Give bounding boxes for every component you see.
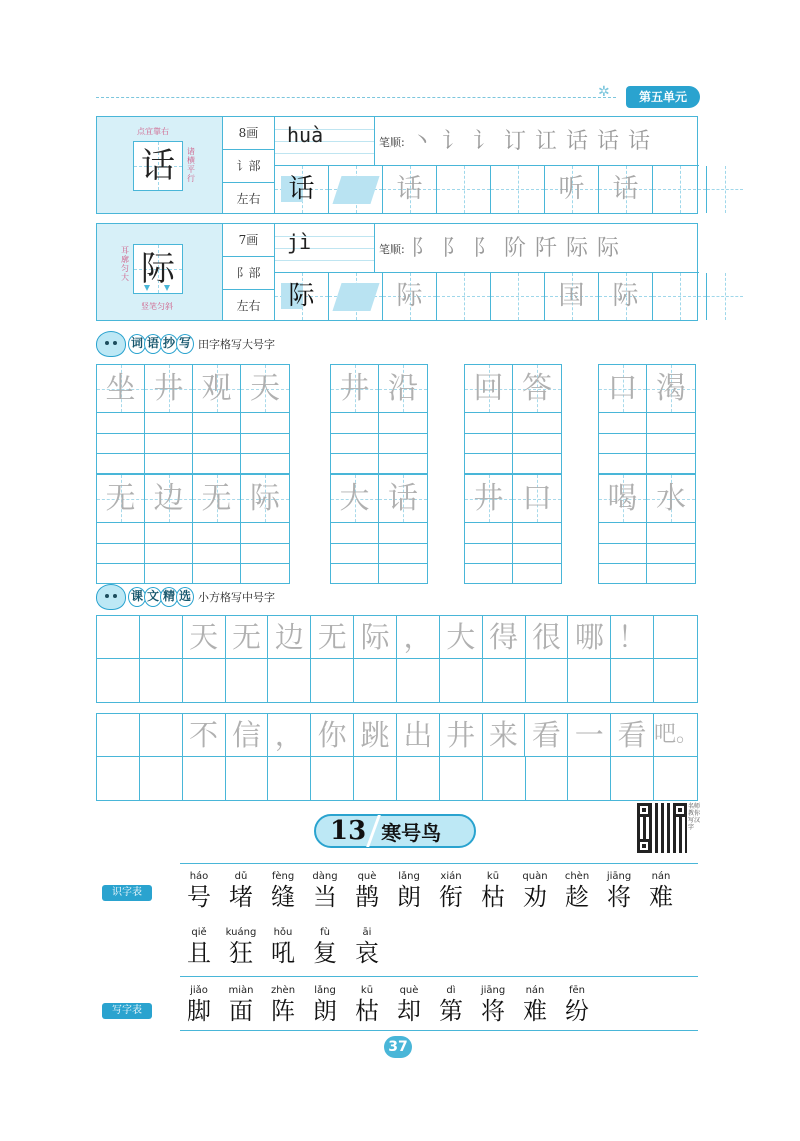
trace-cell[interactable]: 际: [275, 273, 329, 320]
pinyin-box: [275, 117, 375, 166]
passage-grid-1[interactable]: [96, 615, 698, 703]
trace-row: [275, 166, 743, 213]
lesson-name: 寒号鸟: [381, 820, 442, 845]
tip-bottom: 竖笔匀斜: [141, 302, 173, 311]
trace-cell[interactable]: 听: [545, 166, 599, 213]
word-grid[interactable]: 无 边 无 际: [96, 474, 290, 584]
unit-tab: 第五单元: [626, 86, 700, 108]
radical: 讠部: [223, 150, 275, 183]
passage-trace-row: 不 信 ， 你 跳 出 井 来 看 一 看 吧。: [97, 714, 697, 757]
section-subtitle: 小方格写中号字: [198, 591, 275, 604]
section-label: 词 语 抄 写: [128, 334, 192, 354]
char-card-ji: [96, 223, 698, 321]
tip-side: 诸横平行: [187, 147, 195, 183]
trace-cell[interactable]: [329, 273, 383, 320]
char-model-panel: [97, 224, 223, 320]
trace-cell[interactable]: [653, 273, 707, 320]
trace-cell[interactable]: 话: [275, 166, 329, 213]
header-divider: [96, 97, 616, 98]
trace-cell[interactable]: 际: [383, 273, 437, 320]
trace-cell[interactable]: [329, 166, 383, 213]
stroke-count: 7画: [223, 224, 275, 257]
trace-cell[interactable]: [437, 273, 491, 320]
word-grid[interactable]: 喝 水: [598, 474, 696, 584]
lesson-number: 13: [330, 816, 367, 846]
trace-cell[interactable]: [653, 166, 707, 213]
word-grid[interactable]: 坐 井 观 天: [96, 364, 290, 474]
pinyin-box: [275, 224, 375, 273]
tip-left: 耳廓匀大: [121, 246, 129, 282]
trace-cell[interactable]: 际: [599, 273, 653, 320]
passage-grid-2[interactable]: [96, 713, 698, 801]
model-char: 话: [141, 146, 175, 186]
model-char-box: [133, 141, 183, 191]
write-tag: 写字表: [102, 1003, 152, 1019]
table-rule: [180, 976, 698, 977]
char-model-panel: [97, 117, 223, 213]
section-label: 课 文 精 选: [128, 587, 192, 607]
model-char-box: [133, 244, 183, 294]
trace-cell[interactable]: [707, 273, 743, 320]
stroke-order: [375, 117, 699, 166]
arrow-icon: [164, 285, 170, 291]
stroke-order: [375, 224, 699, 273]
write-row: jiǎo 脚 miàn 面 zhèn 阵 lǎng 朗 kū 枯 què 却 dì 第 jiāng 将 nán 难 fēn 纷: [187, 985, 589, 1025]
tip-top: 点宜靠右: [137, 127, 169, 136]
pinyin: huà: [287, 123, 324, 147]
trace-cell[interactable]: [437, 166, 491, 213]
divider: [366, 815, 381, 847]
trace-cell[interactable]: 国: [545, 273, 599, 320]
structure: 左右: [223, 183, 275, 213]
recognize-row-1: háo 号 dǔ 堵 fèng 缝 dàng 当 què 鹊 lǎng 朗 xián 衔 kū 枯 quàn 劝 chèn 趁 jiāng 将 nán 难: [187, 871, 673, 911]
lesson-title: [314, 814, 476, 848]
arrow-icon: [144, 285, 150, 291]
qr-code-icon[interactable]: [637, 803, 687, 853]
pinyin: jì: [287, 230, 312, 254]
passage-write-row: [97, 757, 697, 800]
trace-cell[interactable]: 话: [599, 166, 653, 213]
stroke-order-sequence: 阝 阝 阝 阶 阡 际 际: [411, 236, 620, 261]
section-words-title: [96, 331, 275, 357]
trace-cell[interactable]: [491, 273, 545, 320]
star-icon: ✲: [598, 84, 610, 100]
table-rule: [180, 863, 698, 864]
panda-mascot-icon: [96, 584, 126, 610]
structure: 左右: [223, 290, 275, 320]
stroke-order-label: 笔顺:: [379, 243, 405, 256]
recognize-row-2: qiě 且 kuáng 狂 hǒu 吼 fù 复 āi 哀: [187, 927, 379, 967]
stroke-count: 8画: [223, 117, 275, 150]
passage-write-row: [97, 659, 697, 702]
page-number: 37: [384, 1036, 412, 1058]
section-subtitle: 田字格写大号字: [198, 338, 275, 351]
model-char: 际: [141, 249, 175, 289]
word-grid[interactable]: 井 口: [464, 474, 562, 584]
stroke-order-label: 笔顺:: [379, 136, 405, 149]
char-card-hua: [96, 116, 698, 214]
qr-caption: 名师教你写汉字: [688, 803, 701, 831]
stroke-order-sequence: 丶 讠 讠 订 讧 话 话 话: [411, 129, 651, 154]
passage-trace-row: 天 无 边 无 际 ， 大 得 很 哪 ！: [97, 616, 697, 659]
word-grid[interactable]: 大 话: [330, 474, 428, 584]
word-grid[interactable]: 回 答: [464, 364, 562, 474]
table-rule: [180, 1030, 698, 1031]
trace-cell[interactable]: [491, 166, 545, 213]
word-grid[interactable]: 口 渴: [598, 364, 696, 474]
trace-cell[interactable]: [707, 166, 743, 213]
trace-row: [275, 273, 743, 320]
word-grid[interactable]: 井 沿: [330, 364, 428, 474]
cat-mascot-icon: [96, 331, 126, 357]
recognize-tag: 识字表: [102, 885, 152, 901]
section-text-title: [96, 584, 275, 610]
radical: 阝部: [223, 257, 275, 290]
trace-cell[interactable]: 话: [383, 166, 437, 213]
